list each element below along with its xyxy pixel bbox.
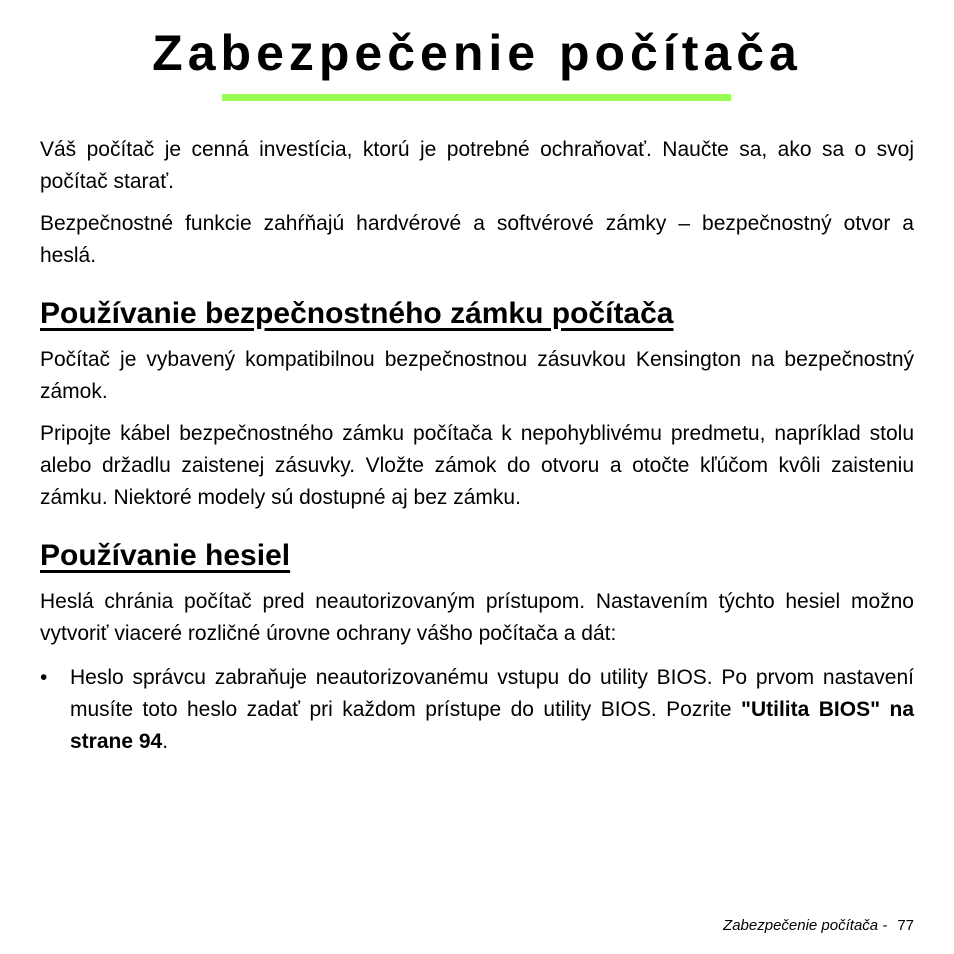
lock-paragraph-1: Počítač je vybavený kompatibilnou bezpečnostnou zásuvkou Kensington na bezpečnostný zámok. [40, 348, 914, 403]
section-heading-lock: Používanie bezpečnostného zámku počítača [40, 297, 674, 330]
intro-paragraph-2: Bezpečnostné funkcie zahŕňajú hardvérové a softvérové zámky – bezpečnostný otvor a heslá. [40, 212, 914, 267]
lock-paragraph-2: Pripojte kábel bezpečnostného zámku počítača k nepohyblivému predmetu, napríklad stolu alebo držadlu zaistenej zásuvky. Vložte zámok do otvoru a otočte kľúčom kvôli zaisteniu zámku. Niektoré modely sú dostupné aj bez zámku. [40, 422, 914, 509]
section-heading-passwords: Používanie hesiel [40, 539, 291, 572]
page-title: Zabezpečenie počítača [152, 25, 802, 81]
title-underline [222, 94, 731, 101]
bios-reference-link[interactable]: "Utilita BIOS" na strane 94 [70, 698, 915, 753]
document-body [40, 134, 914, 758]
bullet-end: . [162, 730, 169, 753]
bullet-text: Heslo správcu zabraňuje neautorizovanému vstupu do utility BIOS. Po prvom nastavení musíte toto heslo zadať pri každom prístupe do utility BIOS. Pozrite [70, 666, 914, 721]
passwords-paragraph-1: Heslá chránia počítač pred neautorizovaným prístupom. Nastavením týchto hesiel možno vytvoriť viaceré rozličné úrovne ochrany vášho počítača a dát: [40, 590, 914, 645]
page-number: 77 [897, 917, 914, 934]
page-footer [723, 917, 914, 934]
list-item [40, 662, 914, 758]
footer-label: Zabezpečenie počítača - [723, 917, 888, 934]
bullet-icon: • [40, 666, 48, 689]
intro-paragraph-1: Váš počítač je cenná investícia, ktorú je potrebné ochraňovať. Naučte sa, ako sa o svoj počítač starať. [40, 138, 914, 193]
